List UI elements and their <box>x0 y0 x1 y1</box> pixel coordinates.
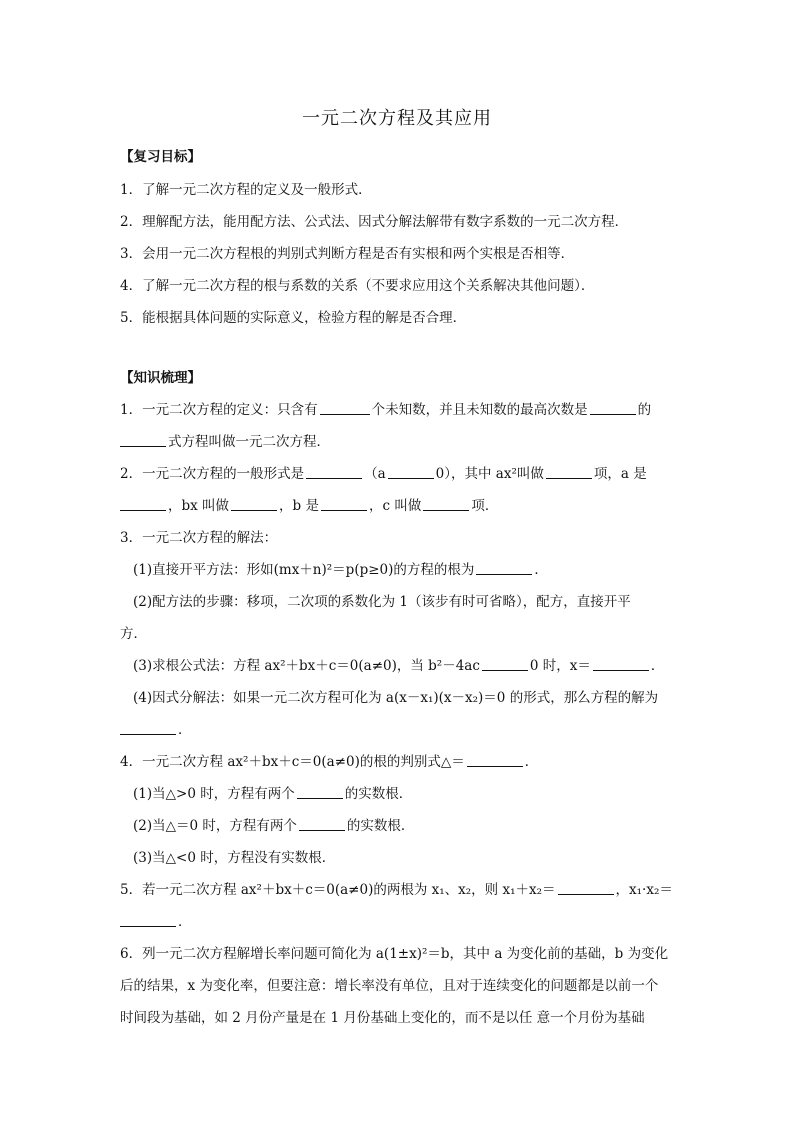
q1-line1 <box>120 398 651 418</box>
blank <box>482 657 528 671</box>
period: ． <box>178 722 192 738</box>
blank <box>593 657 649 671</box>
blank <box>320 401 370 415</box>
blank <box>467 753 523 767</box>
q4-s2-text-b: 的实数根． <box>346 818 415 834</box>
blank <box>546 465 592 479</box>
blank <box>388 465 434 479</box>
q4-s1-text-b: 的实数根． <box>344 786 413 802</box>
blank <box>120 721 176 735</box>
q4-line <box>120 750 538 770</box>
knowledge-heading: 【知识梳理】 <box>120 370 201 386</box>
q3-method-2: (2)配方法的步骤：移项，二次项的系数化为 1（该步有时可省略），配方，直接开平 <box>133 594 631 610</box>
blank <box>120 913 176 927</box>
q4-case-1 <box>133 782 412 802</box>
q5-line1 <box>120 878 673 898</box>
q3-s3-text: (3)求根公式法：方程 ax²＋bx＋c＝0(a≠0)，当 b²－4ac <box>133 658 480 674</box>
q1-text-d: 式方程叫做一元二次方程． <box>168 434 330 450</box>
q1-text-a: 1．一元二次方程的定义：只含有 <box>120 402 318 418</box>
q2-text-d: 项，a 是 <box>593 466 647 482</box>
q4-s1-text: (1)当△>0 时，方程有两个 <box>133 786 295 802</box>
q4-text-a: 4．一元二次方程 ax²＋bx＋c＝0(a≠0)的根的判别式△＝ <box>120 754 465 770</box>
q2-text-g: ，c 叫做 <box>368 498 422 514</box>
review-goal-item: 4．了解一元二次方程的根与系数的关系（不要求应用这个关系解决其他问题）． <box>120 278 595 294</box>
q5-text-b: ，x₁·x₂＝ <box>615 882 673 898</box>
blank <box>120 497 166 511</box>
q1-text-b: 个未知数，并且未知数的最高次数是 <box>371 402 588 418</box>
blank <box>590 401 636 415</box>
q1-line2 <box>120 430 330 450</box>
q6-line1: 6．列一元二次方程解增长率问题可简化为 a(1±x)²＝b，其中 a 为变化前的基础，b 为变化 <box>120 946 669 962</box>
q6-line3: 时间段为基础，如 2 月份产量是在 1 月份基础上变化的，而不是以任 意一个月份为基础 <box>120 1010 645 1026</box>
blank <box>231 497 277 511</box>
q4-s2-text: (2)当△＝0 时，方程有两个 <box>133 818 297 834</box>
review-goal-item: 3．会用一元二次方程根的判别式判断方程是否有实根和两个实根是否相等． <box>120 246 575 262</box>
q1-text-c: 的 <box>637 402 652 418</box>
q2-text-b: （a <box>364 466 386 482</box>
blank <box>476 561 532 575</box>
period: ． <box>650 658 665 674</box>
q3-heading: 3．一元二次方程的解法： <box>120 530 278 546</box>
q2-line1 <box>120 462 647 482</box>
q5-line2 <box>120 910 192 930</box>
q4-case-2 <box>133 814 414 834</box>
q3-method-4-cont <box>120 718 192 738</box>
q2-text-e: ，bx 叫做 <box>168 498 230 514</box>
period: ． <box>524 754 539 770</box>
page-title: 一元二次方程及其应用 <box>302 108 492 129</box>
period: ． <box>534 562 548 578</box>
q6-line2: 后的结果，x 为变化率，但要注意：增长率没有单位，且对于连续变化的问题都是以前一个 <box>120 978 659 994</box>
q2-line2 <box>120 494 498 514</box>
blank <box>306 465 362 479</box>
blank <box>299 817 345 831</box>
q2-text-c: 0），其中 ax²叫做 <box>435 466 544 482</box>
review-goal-item: 1．了解一元二次方程的定义及一般形式． <box>120 182 372 198</box>
q3-method-3 <box>133 654 664 674</box>
q3-s1-text: (1)直接开平方法：形如(mx＋n)²＝p(p≥0)的方程的根为 <box>133 562 475 578</box>
q2-text-a: 2．一元二次方程的一般形式是 <box>120 466 305 482</box>
review-goal-item: 5．能根据具体问题的实际意义，检验方程的解是否合理． <box>120 310 467 326</box>
q2-text-h: 项． <box>471 498 499 514</box>
q4-case-3: (3)当△<0 时，方程没有实数根． <box>133 850 336 866</box>
blank <box>297 785 343 799</box>
review-goal-item: 2．理解配方法，能用配方法、公式法、因式分解法解带有数字系数的一元二次方程． <box>120 214 629 230</box>
blank <box>423 497 469 511</box>
period: ． <box>178 914 192 930</box>
q3-s3-text-b: 0 时，x＝ <box>529 658 591 674</box>
blank <box>120 433 166 447</box>
q3-method-1 <box>133 558 548 578</box>
blank <box>558 881 614 895</box>
q2-text-f: ，b 是 <box>279 498 319 514</box>
blank <box>321 497 367 511</box>
q3-method-4: (4)因式分解法：如果一元二次方程可化为 a(x－x₁)(x－x₂)＝0 的形式，那么方程的解为 <box>133 690 659 706</box>
review-goals-heading: 【复习目标】 <box>120 149 201 165</box>
q5-text-a: 5．若一元二次方程 ax²＋bx＋c＝0(a≠0)的两根为 x₁、x₂，则 x₁＋x₂＝ <box>120 882 556 898</box>
q3-method-2-cont: 方． <box>120 626 147 642</box>
